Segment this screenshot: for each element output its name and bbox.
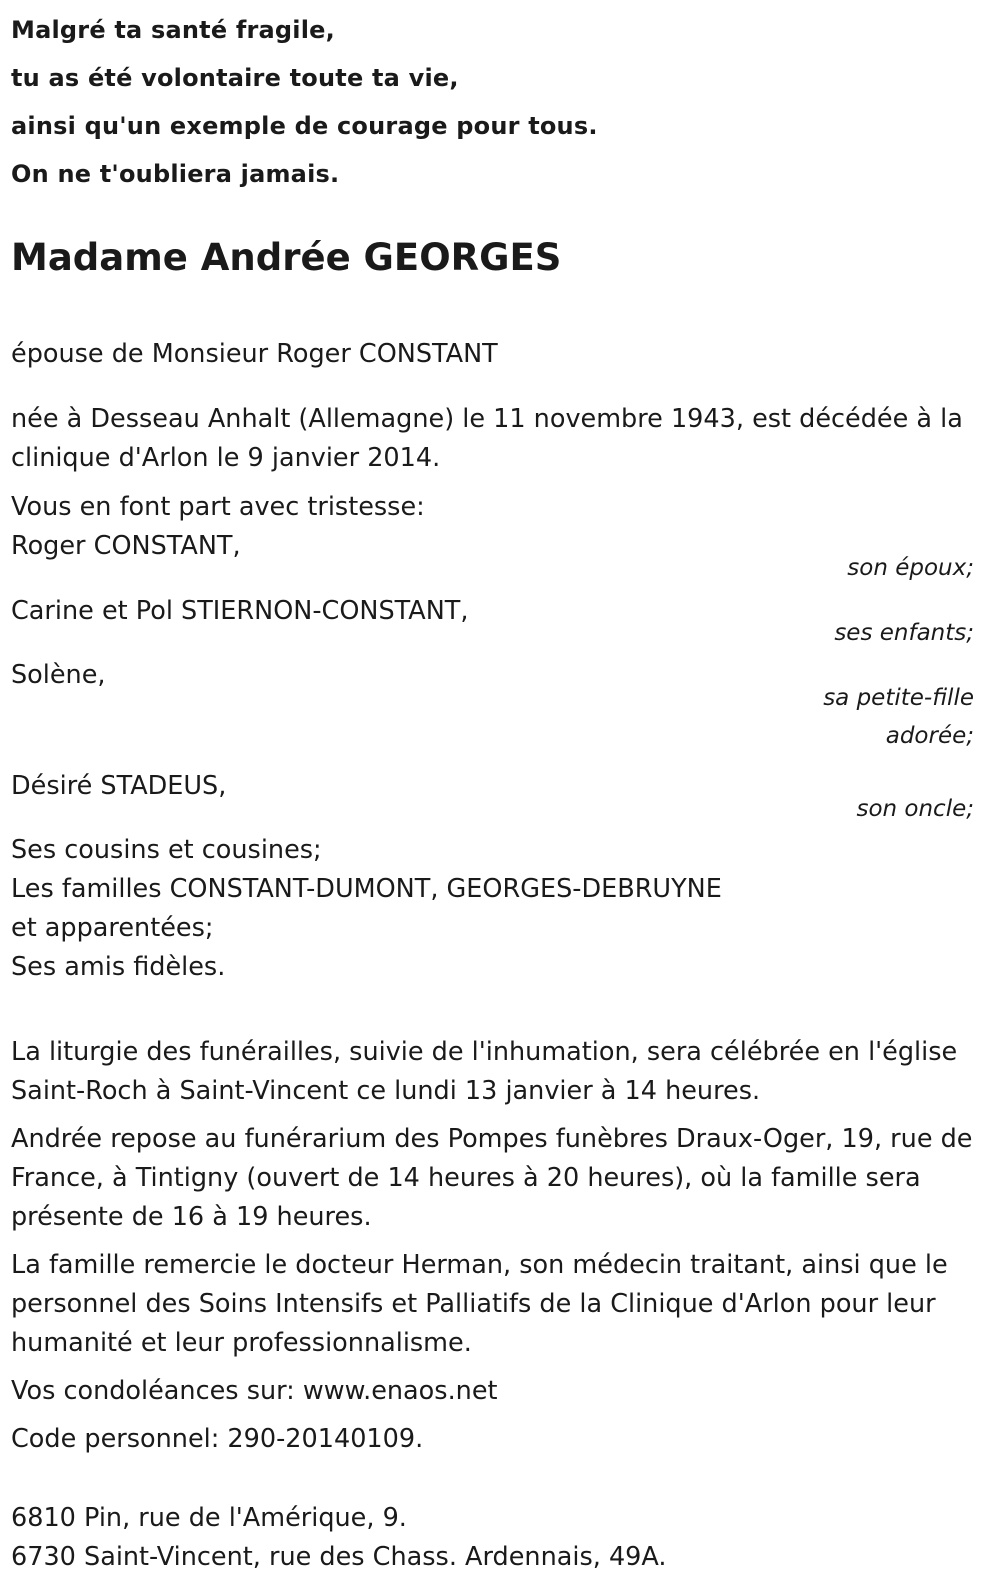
- other-mourner-line: Les familles CONSTANT-DUMONT, GEORGES-DEBRUYNE: [11, 874, 722, 904]
- poem: [11, 0, 974, 198]
- other-mourners: [11, 831, 974, 987]
- mourner-entry: [11, 592, 974, 652]
- deceased-name: Madame Andrée GEORGES: [11, 236, 562, 279]
- mourner-name: Roger CONSTANT,: [11, 531, 241, 561]
- mourner-name: Carine et Pol STIERNON-CONSTANT,: [11, 596, 469, 626]
- mourner-name: Désiré STADEUS,: [11, 771, 227, 801]
- mourner-name: Solène,: [11, 660, 106, 690]
- birth-death-text: née à Desseau Anhalt (Allemagne) le 11 novembre 1943, est décédée à la clinique d'Arlon le 9 janvier 2014.: [11, 404, 963, 473]
- announcement-intro: Vous en font part avec tristesse:: [11, 492, 425, 522]
- poem-line: Malgré ta santé fragile,: [11, 16, 335, 44]
- poem-line: On ne t'oubliera jamais.: [11, 160, 340, 188]
- mourner-relation: son époux;: [847, 555, 974, 581]
- mourner-relation: ses enfants;: [834, 620, 974, 646]
- spouse-line: épouse de Monsieur Roger CONSTANT: [11, 339, 498, 369]
- mourner-relation: sa petite-fille adorée;: [823, 685, 974, 749]
- thanks-text: La famille remercie le docteur Herman, son médecin traitant, ainsi que le personnel des Soins Intensifs et Palliatifs de la Clinique d'Arlon pour leur humanité et leur professionnalisme.: [11, 1250, 948, 1358]
- poem-line: tu as été volontaire toute ta vie,: [11, 64, 459, 92]
- mourner-relation: son oncle;: [856, 796, 974, 822]
- condolences-text: Vos condoléances sur: www.enaos.net: [11, 1376, 498, 1406]
- address-line: 6730 Saint-Vincent, rue des Chass. Ardennais, 49A.: [11, 1542, 667, 1572]
- other-mourner-line: Ses amis fidèles.: [11, 952, 226, 982]
- other-mourner-line: Ses cousins et cousines;: [11, 835, 322, 865]
- personal-code: Code personnel: 290-20140109.: [11, 1424, 424, 1454]
- address-line: 6810 Pin, rue de l'Amérique, 9.: [11, 1503, 407, 1533]
- liturgy-text: La liturgie des funérailles, suivie de l'inhumation, sera célébrée en l'église Saint-Roch à Saint-Vincent ce lundi 13 janvier à 14 heures.: [11, 1037, 958, 1106]
- other-mourner-line: et apparentées;: [11, 913, 214, 943]
- addresses: [11, 1499, 974, 1577]
- mourner-entry: [11, 767, 974, 828]
- repose-text: Andrée repose au funérarium des Pompes funèbres Draux-Oger, 19, rue de France, à Tintigny (ouvert de 14 heures à 20 heures), où la famille sera présente de 16 à 19 heures.: [11, 1124, 973, 1232]
- mourner-entry: [11, 656, 974, 755]
- poem-line: ainsi qu'un exemple de courage pour tous.: [11, 112, 598, 140]
- mourner-entry: [11, 527, 974, 587]
